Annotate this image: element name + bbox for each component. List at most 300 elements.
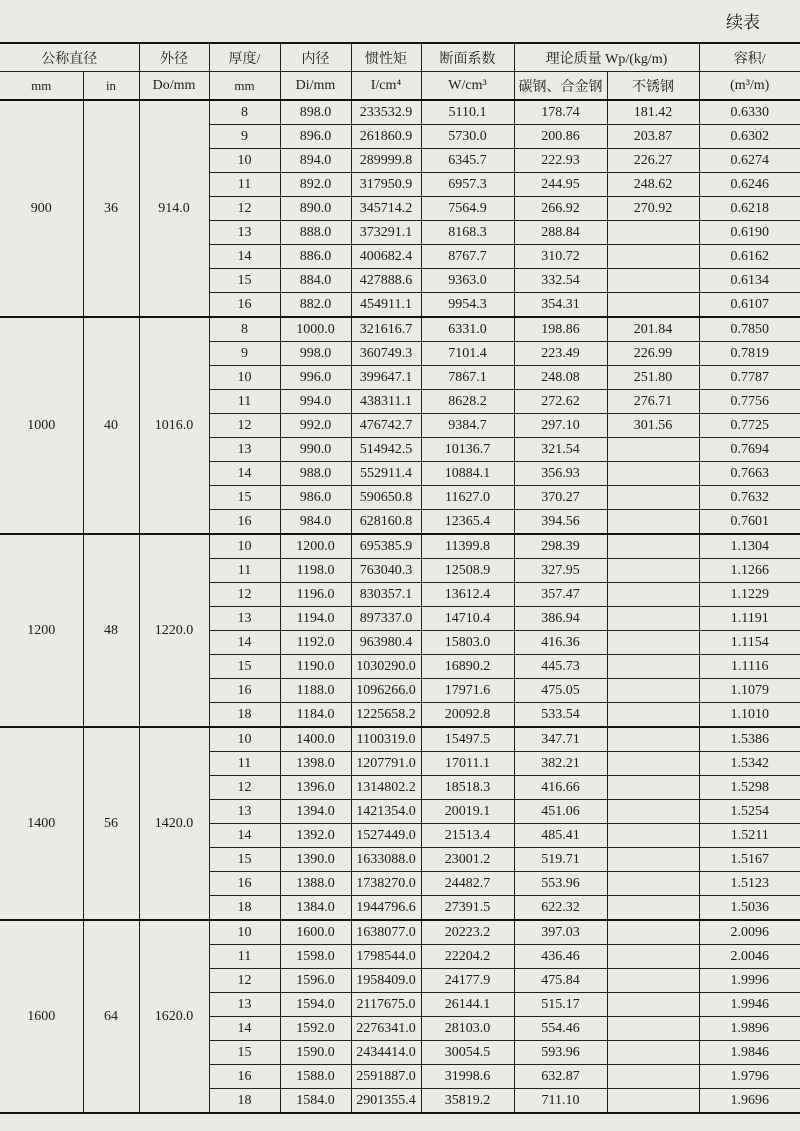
- volume-cell: 1.9796: [699, 1065, 800, 1089]
- mass-carbon-steel-cell: 475.05: [514, 679, 607, 703]
- section-modulus-cell: 18518.3: [421, 776, 514, 800]
- moment-of-inertia-cell: 1738270.0: [351, 872, 421, 896]
- volume-cell: 0.7819: [699, 342, 800, 366]
- thickness-cell: 12: [209, 776, 280, 800]
- table-row: [0, 534, 800, 559]
- section-modulus-cell: 5110.1: [421, 100, 514, 125]
- thickness-cell: 16: [209, 872, 280, 896]
- volume-cell: 1.1266: [699, 559, 800, 583]
- mass-carbon-steel-cell: 632.87: [514, 1065, 607, 1089]
- mass-carbon-steel-cell: 332.54: [514, 269, 607, 293]
- thickness-cell: 10: [209, 149, 280, 173]
- volume-cell: 2.0046: [699, 945, 800, 969]
- inner-diameter-cell: 1396.0: [280, 776, 351, 800]
- moment-of-inertia-cell: 2901355.4: [351, 1089, 421, 1114]
- nominal-in-cell: 40: [83, 317, 139, 534]
- header-nominal: 公称直径: [0, 43, 139, 72]
- mass-carbon-steel-cell: 593.96: [514, 1041, 607, 1065]
- inner-diameter-cell: 998.0: [280, 342, 351, 366]
- mass-stainless-steel-cell: 270.92: [607, 197, 699, 221]
- moment-of-inertia-cell: 1633088.0: [351, 848, 421, 872]
- moment-of-inertia-cell: 1314802.2: [351, 776, 421, 800]
- thickness-cell: 18: [209, 896, 280, 921]
- mass-stainless-steel-cell: [607, 800, 699, 824]
- inner-diameter-cell: 1190.0: [280, 655, 351, 679]
- moment-of-inertia-cell: 1096266.0: [351, 679, 421, 703]
- nominal-in-cell: 64: [83, 920, 139, 1113]
- mass-carbon-steel-cell: 321.54: [514, 438, 607, 462]
- mass-carbon-steel-cell: 445.73: [514, 655, 607, 679]
- thickness-cell: 11: [209, 390, 280, 414]
- moment-of-inertia-cell: 628160.8: [351, 510, 421, 535]
- thickness-cell: 15: [209, 655, 280, 679]
- mass-carbon-steel-cell: 354.31: [514, 293, 607, 318]
- moment-of-inertia-cell: 345714.2: [351, 197, 421, 221]
- mass-carbon-steel-cell: 485.41: [514, 824, 607, 848]
- volume-cell: 0.7632: [699, 486, 800, 510]
- mass-carbon-steel-cell: 356.93: [514, 462, 607, 486]
- inner-diameter-cell: 1590.0: [280, 1041, 351, 1065]
- section-modulus-cell: 31998.6: [421, 1065, 514, 1089]
- volume-cell: 0.6246: [699, 173, 800, 197]
- mass-carbon-steel-cell: 382.21: [514, 752, 607, 776]
- mass-stainless-steel-cell: [607, 1017, 699, 1041]
- mass-carbon-steel-cell: 223.49: [514, 342, 607, 366]
- section-modulus-cell: 14710.4: [421, 607, 514, 631]
- header-mass: 理论质量 Wp/(kg/m): [514, 43, 699, 72]
- thickness-cell: 12: [209, 969, 280, 993]
- section-modulus-cell: 24482.7: [421, 872, 514, 896]
- thickness-cell: 11: [209, 752, 280, 776]
- section-modulus-cell: 26144.1: [421, 993, 514, 1017]
- thickness-cell: 11: [209, 945, 280, 969]
- section-modulus-cell: 15803.0: [421, 631, 514, 655]
- table-row: [0, 727, 800, 752]
- section-modulus-cell: 12365.4: [421, 510, 514, 535]
- table-row: [0, 317, 800, 342]
- moment-of-inertia-cell: 1527449.0: [351, 824, 421, 848]
- section-modulus-cell: 20019.1: [421, 800, 514, 824]
- section-modulus-cell: 6345.7: [421, 149, 514, 173]
- inner-diameter-cell: 988.0: [280, 462, 351, 486]
- volume-cell: 1.9946: [699, 993, 800, 1017]
- mass-carbon-steel-cell: 298.39: [514, 534, 607, 559]
- inner-diameter-cell: 1588.0: [280, 1065, 351, 1089]
- section-modulus-cell: 22204.2: [421, 945, 514, 969]
- mass-stainless-steel-cell: [607, 752, 699, 776]
- inner-diameter-cell: 1392.0: [280, 824, 351, 848]
- moment-of-inertia-cell: 317950.9: [351, 173, 421, 197]
- mass-stainless-steel-cell: [607, 776, 699, 800]
- moment-of-inertia-cell: 763040.3: [351, 559, 421, 583]
- section-modulus-cell: 8168.3: [421, 221, 514, 245]
- inner-diameter-cell: 994.0: [280, 390, 351, 414]
- section-modulus-cell: 21513.4: [421, 824, 514, 848]
- mass-stainless-steel-cell: [607, 945, 699, 969]
- mass-stainless-steel-cell: [607, 872, 699, 896]
- moment-of-inertia-cell: 400682.4: [351, 245, 421, 269]
- volume-cell: 1.1154: [699, 631, 800, 655]
- header-row-2: [0, 72, 800, 101]
- volume-cell: 1.9696: [699, 1089, 800, 1114]
- header-volume-unit: (m³/m): [699, 72, 800, 101]
- section-modulus-cell: 24177.9: [421, 969, 514, 993]
- mass-carbon-steel-cell: 297.10: [514, 414, 607, 438]
- mass-carbon-steel-cell: 451.06: [514, 800, 607, 824]
- header-modulus-unit: W/cm³: [421, 72, 514, 101]
- thickness-cell: 10: [209, 534, 280, 559]
- mass-carbon-steel-cell: 386.94: [514, 607, 607, 631]
- header-nominal-in: in: [83, 72, 139, 101]
- table-row: [0, 100, 800, 125]
- volume-cell: 0.6274: [699, 149, 800, 173]
- inner-diameter-cell: 886.0: [280, 245, 351, 269]
- nominal-mm-cell: 1400: [0, 727, 83, 920]
- thickness-cell: 9: [209, 125, 280, 149]
- moment-of-inertia-cell: 695385.9: [351, 534, 421, 559]
- thickness-cell: 12: [209, 414, 280, 438]
- outer-diameter-cell: 1016.0: [139, 317, 209, 534]
- moment-of-inertia-cell: 2434414.0: [351, 1041, 421, 1065]
- thickness-cell: 13: [209, 438, 280, 462]
- volume-cell: 1.1191: [699, 607, 800, 631]
- header-nominal-mm: mm: [0, 72, 83, 101]
- moment-of-inertia-cell: 830357.1: [351, 583, 421, 607]
- thickness-cell: 10: [209, 920, 280, 945]
- section-modulus-cell: 9954.3: [421, 293, 514, 318]
- volume-cell: 1.5211: [699, 824, 800, 848]
- thickness-cell: 18: [209, 1089, 280, 1114]
- header-inertia-unit: I/cm⁴: [351, 72, 421, 101]
- moment-of-inertia-cell: 1958409.0: [351, 969, 421, 993]
- table-body: [0, 100, 800, 1113]
- section-modulus-cell: 11627.0: [421, 486, 514, 510]
- mass-stainless-steel-cell: [607, 534, 699, 559]
- mass-stainless-steel-cell: [607, 510, 699, 535]
- volume-cell: 1.9996: [699, 969, 800, 993]
- section-modulus-cell: 27391.5: [421, 896, 514, 921]
- mass-stainless-steel-cell: [607, 727, 699, 752]
- nominal-mm-cell: 1200: [0, 534, 83, 727]
- section-modulus-cell: 6957.3: [421, 173, 514, 197]
- volume-cell: 1.5254: [699, 800, 800, 824]
- mass-stainless-steel-cell: 276.71: [607, 390, 699, 414]
- section-modulus-cell: 9384.7: [421, 414, 514, 438]
- section-modulus-cell: 10136.7: [421, 438, 514, 462]
- mass-carbon-steel-cell: 310.72: [514, 245, 607, 269]
- mass-stainless-steel-cell: [607, 1089, 699, 1114]
- mass-carbon-steel-cell: 554.46: [514, 1017, 607, 1041]
- thickness-cell: 15: [209, 486, 280, 510]
- section-modulus-cell: 10884.1: [421, 462, 514, 486]
- volume-cell: 1.5298: [699, 776, 800, 800]
- section-modulus-cell: 23001.2: [421, 848, 514, 872]
- header-id-unit: Di/mm: [280, 72, 351, 101]
- mass-carbon-steel-cell: 198.86: [514, 317, 607, 342]
- volume-cell: 0.7694: [699, 438, 800, 462]
- inner-diameter-cell: 1192.0: [280, 631, 351, 655]
- mass-carbon-steel-cell: 519.71: [514, 848, 607, 872]
- volume-cell: 0.6330: [699, 100, 800, 125]
- volume-cell: 1.1229: [699, 583, 800, 607]
- thickness-cell: 15: [209, 848, 280, 872]
- mass-carbon-steel-cell: 200.86: [514, 125, 607, 149]
- moment-of-inertia-cell: 1944796.6: [351, 896, 421, 921]
- inner-diameter-cell: 882.0: [280, 293, 351, 318]
- inner-diameter-cell: 894.0: [280, 149, 351, 173]
- mass-carbon-steel-cell: 272.62: [514, 390, 607, 414]
- volume-cell: 1.1116: [699, 655, 800, 679]
- moment-of-inertia-cell: 289999.8: [351, 149, 421, 173]
- volume-cell: 1.5123: [699, 872, 800, 896]
- mass-stainless-steel-cell: [607, 969, 699, 993]
- inner-diameter-cell: 1384.0: [280, 896, 351, 921]
- volume-cell: 0.7663: [699, 462, 800, 486]
- moment-of-inertia-cell: 514942.5: [351, 438, 421, 462]
- mass-stainless-steel-cell: 181.42: [607, 100, 699, 125]
- mass-carbon-steel-cell: 436.46: [514, 945, 607, 969]
- volume-cell: 0.7850: [699, 317, 800, 342]
- header-thickness-unit: mm: [209, 72, 280, 101]
- volume-cell: 1.1304: [699, 534, 800, 559]
- outer-diameter-cell: 914.0: [139, 100, 209, 317]
- mass-stainless-steel-cell: [607, 607, 699, 631]
- inner-diameter-cell: 996.0: [280, 366, 351, 390]
- volume-cell: 0.7787: [699, 366, 800, 390]
- volume-cell: 1.5342: [699, 752, 800, 776]
- volume-cell: 1.5386: [699, 727, 800, 752]
- inner-diameter-cell: 1394.0: [280, 800, 351, 824]
- volume-cell: 1.5167: [699, 848, 800, 872]
- header-od-unit: Do/mm: [139, 72, 209, 101]
- mass-carbon-steel-cell: 288.84: [514, 221, 607, 245]
- mass-stainless-steel-cell: 251.80: [607, 366, 699, 390]
- mass-stainless-steel-cell: [607, 462, 699, 486]
- mass-carbon-steel-cell: 475.84: [514, 969, 607, 993]
- section-modulus-cell: 28103.0: [421, 1017, 514, 1041]
- moment-of-inertia-cell: 590650.8: [351, 486, 421, 510]
- mass-carbon-steel-cell: 553.96: [514, 872, 607, 896]
- moment-of-inertia-cell: 963980.4: [351, 631, 421, 655]
- section-modulus-cell: 17971.6: [421, 679, 514, 703]
- inner-diameter-cell: 990.0: [280, 438, 351, 462]
- mass-stainless-steel-cell: [607, 655, 699, 679]
- section-modulus-cell: 9363.0: [421, 269, 514, 293]
- mass-stainless-steel-cell: [607, 293, 699, 318]
- moment-of-inertia-cell: 897337.0: [351, 607, 421, 631]
- mass-stainless-steel-cell: [607, 920, 699, 945]
- inner-diameter-cell: 896.0: [280, 125, 351, 149]
- moment-of-inertia-cell: 321616.7: [351, 317, 421, 342]
- moment-of-inertia-cell: 1421354.0: [351, 800, 421, 824]
- mass-carbon-steel-cell: 370.27: [514, 486, 607, 510]
- pipe-spec-table: [0, 42, 800, 1114]
- nominal-in-cell: 48: [83, 534, 139, 727]
- volume-cell: 0.7756: [699, 390, 800, 414]
- volume-cell: 1.9896: [699, 1017, 800, 1041]
- nominal-in-cell: 36: [83, 100, 139, 317]
- inner-diameter-cell: 1596.0: [280, 969, 351, 993]
- thickness-cell: 15: [209, 269, 280, 293]
- volume-cell: 0.6134: [699, 269, 800, 293]
- moment-of-inertia-cell: 438311.1: [351, 390, 421, 414]
- moment-of-inertia-cell: 1798544.0: [351, 945, 421, 969]
- moment-of-inertia-cell: 360749.3: [351, 342, 421, 366]
- volume-cell: 1.1079: [699, 679, 800, 703]
- thickness-cell: 11: [209, 173, 280, 197]
- inner-diameter-cell: 986.0: [280, 486, 351, 510]
- section-modulus-cell: 5730.0: [421, 125, 514, 149]
- thickness-cell: 13: [209, 607, 280, 631]
- mass-carbon-steel-cell: 397.03: [514, 920, 607, 945]
- mass-stainless-steel-cell: [607, 848, 699, 872]
- inner-diameter-cell: 992.0: [280, 414, 351, 438]
- table-row: [0, 920, 800, 945]
- mass-carbon-steel-cell: 622.32: [514, 896, 607, 921]
- thickness-cell: 14: [209, 245, 280, 269]
- thickness-cell: 14: [209, 1017, 280, 1041]
- inner-diameter-cell: 1388.0: [280, 872, 351, 896]
- mass-stainless-steel-cell: [607, 993, 699, 1017]
- inner-diameter-cell: 1196.0: [280, 583, 351, 607]
- section-modulus-cell: 6331.0: [421, 317, 514, 342]
- volume-cell: 1.5036: [699, 896, 800, 921]
- inner-diameter-cell: 1194.0: [280, 607, 351, 631]
- outer-diameter-cell: 1620.0: [139, 920, 209, 1113]
- thickness-cell: 9: [209, 342, 280, 366]
- thickness-cell: 15: [209, 1041, 280, 1065]
- moment-of-inertia-cell: 476742.7: [351, 414, 421, 438]
- thickness-cell: 8: [209, 317, 280, 342]
- mass-carbon-steel-cell: 266.92: [514, 197, 607, 221]
- moment-of-inertia-cell: 552911.4: [351, 462, 421, 486]
- moment-of-inertia-cell: 399647.1: [351, 366, 421, 390]
- thickness-cell: 16: [209, 679, 280, 703]
- moment-of-inertia-cell: 2117675.0: [351, 993, 421, 1017]
- inner-diameter-cell: 898.0: [280, 100, 351, 125]
- outer-diameter-cell: 1420.0: [139, 727, 209, 920]
- thickness-cell: 14: [209, 631, 280, 655]
- section-modulus-cell: 15497.5: [421, 727, 514, 752]
- moment-of-inertia-cell: 454911.1: [351, 293, 421, 318]
- moment-of-inertia-cell: 1638077.0: [351, 920, 421, 945]
- inner-diameter-cell: 1398.0: [280, 752, 351, 776]
- mass-stainless-steel-cell: 226.99: [607, 342, 699, 366]
- mass-stainless-steel-cell: [607, 245, 699, 269]
- mass-stainless-steel-cell: [607, 559, 699, 583]
- moment-of-inertia-cell: 233532.9: [351, 100, 421, 125]
- inner-diameter-cell: 1594.0: [280, 993, 351, 1017]
- moment-of-inertia-cell: 427888.6: [351, 269, 421, 293]
- thickness-cell: 16: [209, 1065, 280, 1089]
- thickness-cell: 11: [209, 559, 280, 583]
- volume-cell: 0.7725: [699, 414, 800, 438]
- mass-stainless-steel-cell: [607, 221, 699, 245]
- inner-diameter-cell: 984.0: [280, 510, 351, 535]
- volume-cell: 2.0096: [699, 920, 800, 945]
- header-thickness: 厚度/: [209, 43, 280, 72]
- nominal-mm-cell: 1000: [0, 317, 83, 534]
- mass-stainless-steel-cell: [607, 703, 699, 728]
- section-modulus-cell: 17011.1: [421, 752, 514, 776]
- inner-diameter-cell: 888.0: [280, 221, 351, 245]
- thickness-cell: 16: [209, 293, 280, 318]
- section-modulus-cell: 7564.9: [421, 197, 514, 221]
- mass-stainless-steel-cell: [607, 1065, 699, 1089]
- header-row-1: [0, 43, 800, 72]
- inner-diameter-cell: 1198.0: [280, 559, 351, 583]
- thickness-cell: 10: [209, 727, 280, 752]
- mass-stainless-steel-cell: 203.87: [607, 125, 699, 149]
- mass-stainless-steel-cell: [607, 269, 699, 293]
- inner-diameter-cell: 890.0: [280, 197, 351, 221]
- inner-diameter-cell: 1600.0: [280, 920, 351, 945]
- volume-cell: 1.9846: [699, 1041, 800, 1065]
- mass-stainless-steel-cell: [607, 679, 699, 703]
- mass-carbon-steel-cell: 533.54: [514, 703, 607, 728]
- thickness-cell: 16: [209, 510, 280, 535]
- mass-carbon-steel-cell: 244.95: [514, 173, 607, 197]
- volume-cell: 0.6162: [699, 245, 800, 269]
- mass-carbon-steel-cell: 515.17: [514, 993, 607, 1017]
- inner-diameter-cell: 1584.0: [280, 1089, 351, 1114]
- header-mass-stainless: 不锈钢: [607, 72, 699, 101]
- section-modulus-cell: 20092.8: [421, 703, 514, 728]
- header-id: 内径: [280, 43, 351, 72]
- inner-diameter-cell: 884.0: [280, 269, 351, 293]
- thickness-cell: 13: [209, 993, 280, 1017]
- moment-of-inertia-cell: 261860.9: [351, 125, 421, 149]
- mass-stainless-steel-cell: [607, 1041, 699, 1065]
- thickness-cell: 12: [209, 583, 280, 607]
- volume-cell: 1.1010: [699, 703, 800, 728]
- inner-diameter-cell: 1400.0: [280, 727, 351, 752]
- thickness-cell: 14: [209, 462, 280, 486]
- mass-stainless-steel-cell: [607, 583, 699, 607]
- mass-carbon-steel-cell: 222.93: [514, 149, 607, 173]
- mass-stainless-steel-cell: [607, 486, 699, 510]
- mass-carbon-steel-cell: 327.95: [514, 559, 607, 583]
- mass-stainless-steel-cell: [607, 896, 699, 921]
- section-modulus-cell: 20223.2: [421, 920, 514, 945]
- mass-carbon-steel-cell: 178.74: [514, 100, 607, 125]
- thickness-cell: 18: [209, 703, 280, 728]
- moment-of-inertia-cell: 2591887.0: [351, 1065, 421, 1089]
- thickness-cell: 14: [209, 824, 280, 848]
- section-modulus-cell: 30054.5: [421, 1041, 514, 1065]
- inner-diameter-cell: 1598.0: [280, 945, 351, 969]
- mass-stainless-steel-cell: [607, 631, 699, 655]
- mass-stainless-steel-cell: [607, 438, 699, 462]
- section-modulus-cell: 8767.7: [421, 245, 514, 269]
- nominal-mm-cell: 900: [0, 100, 83, 317]
- header-mass-carbon: 碳钢、合金钢: [514, 72, 607, 101]
- section-modulus-cell: 16890.2: [421, 655, 514, 679]
- header-volume: 容积/: [699, 43, 800, 72]
- volume-cell: 0.6107: [699, 293, 800, 318]
- inner-diameter-cell: 1200.0: [280, 534, 351, 559]
- mass-carbon-steel-cell: 248.08: [514, 366, 607, 390]
- thickness-cell: 13: [209, 221, 280, 245]
- header-inertia: 惯性矩: [351, 43, 421, 72]
- mass-carbon-steel-cell: 416.66: [514, 776, 607, 800]
- volume-cell: 0.6190: [699, 221, 800, 245]
- moment-of-inertia-cell: 1225658.2: [351, 703, 421, 728]
- mass-carbon-steel-cell: 711.10: [514, 1089, 607, 1114]
- nominal-in-cell: 56: [83, 727, 139, 920]
- section-modulus-cell: 7101.4: [421, 342, 514, 366]
- mass-carbon-steel-cell: 347.71: [514, 727, 607, 752]
